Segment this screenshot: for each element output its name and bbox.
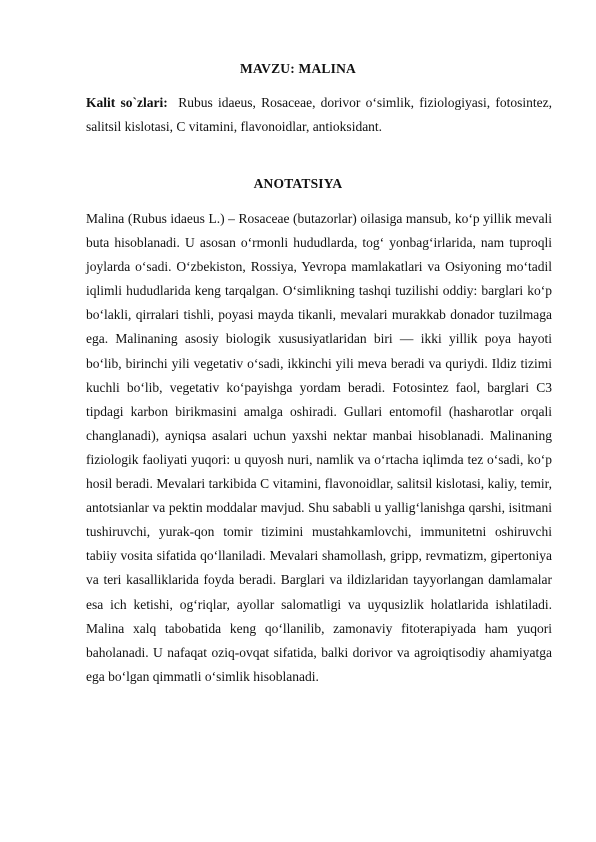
section-heading: ANOTATSIYA (253, 176, 343, 191)
keywords-label: Kalit so`zlari: (86, 95, 168, 110)
keywords-text: Rubus idaeus, Rosaceae, dorivor o‘simlik, fiziologiyasi, fotosintez, salitsil kislotasi, C vitamini, flavonoidlar, antioksidant. (86, 95, 553, 134)
abstract-paragraph: Malina (Rubus idaeus L.) – Rosaceae (butazorlar) oilasiga mansub, ko‘p yillik mevali buta hisoblanadi. U asosan o‘rmonli hududlarda, tog‘ yonbag‘irlarida, nam tuproqli joylarda o‘sadi. O‘zbekiston, Rossiya, Yevropa mamlakatlari va Osiyoning mo‘tadil iqlimli hududlarida keng tarqalgan. O‘simlikning tashqi tuzilishi oddiy: barglari ko‘p bo‘lakli, qirralari tishli, poyasi mayda tikanli, mevalari murakkab donador tuzilmaga ega. Malinaning asosiy biologik xususiyatlaridan biri — ikki yillik poya hayoti bo‘lib, birinchi yili vegetativ o‘sadi, ikkinchi yili meva beradi va quriydi. Ildiz tizimi kuchli bo‘lib, vegetativ ko‘payishga yordam beradi. Fotosintez faol, barglari C3 tipdagi karbon birikmasini amalga oshiradi. Gullari entomofil (hasharotlar orqali changlanadi), ayniqsa asalari uchun yaxshi nektar manbai hisoblanadi. Malinaning fiziologik faoliyati yuqori: u quyosh nuri, namlik va o‘rtacha iqlimda tez o‘sadi, ko‘p hosil beradi. Mevalari tarkibida C vitamini, flavonoidlar, salitsil kislotasi, kaliy, temir, antotsianlar va pektin moddalar mavjud. Shu sababli u yallig‘lanishga qarshi, isitmani tushiruvchi, yurak-qon tomir tizimini mustahkamlovchi, immunitetni oshiruvchi tabiiy vosita sifatida qo‘llaniladi. Mevalari shamollash, gripp, revmatizm, gipertoniya va teri kasalliklarida foyda beradi. Barglari va ildizlaridan tayyorlangan damlamalar esa ich ketishi, og‘riqlar, ayollar salomatligi va uyqusizlik holatlarida ishlatiladi. Malina xalq tabobatida keng qo‘llanilib, zamonaviy fitoterapiyada ham yuqori baholanadi. U nafaqat oziq-ovqat sifatida, balki dorivor va agroiqtisodiy ahamiyatga ega bo‘lgan qimmatli o‘simlik hisoblanadi. (86, 211, 552, 684)
document-title: MAVZU: MALINA (240, 61, 356, 76)
keywords-paragraph (86, 91, 552, 139)
